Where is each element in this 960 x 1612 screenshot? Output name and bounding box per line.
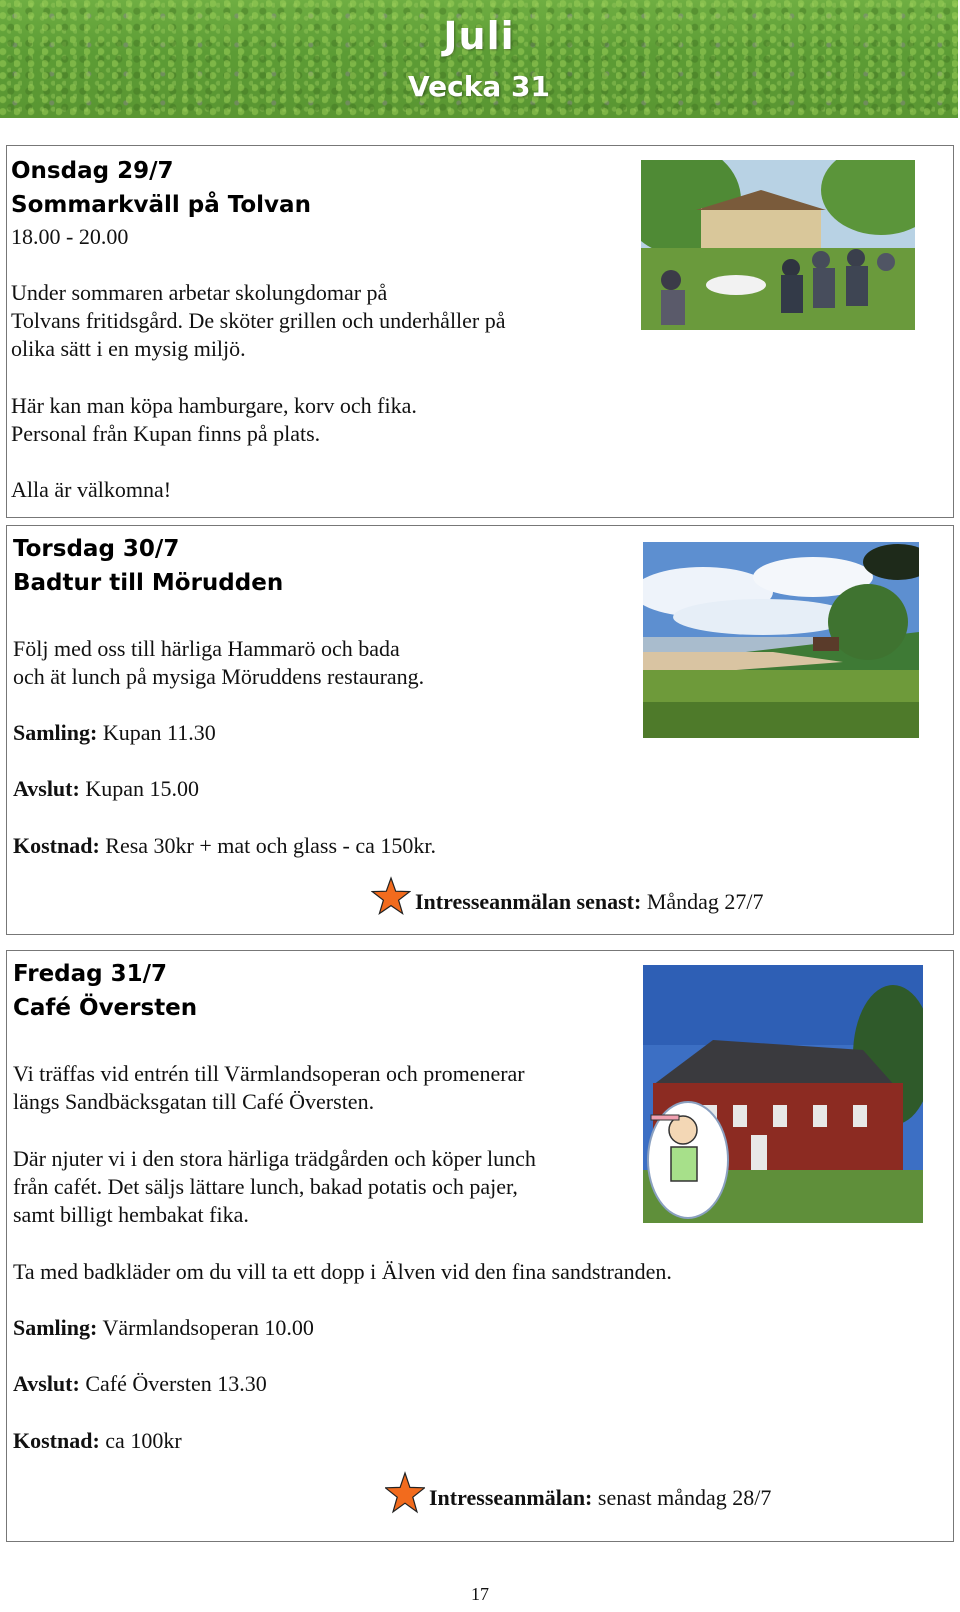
event-title: Badtur till Mörudden	[13, 570, 284, 596]
event-description-line: längs Sandbäcksgatan till Café Översten.	[13, 1089, 375, 1114]
event-description-line: Där njuter vi i den stora härliga trädgården och köper lunch	[13, 1146, 536, 1171]
end-label: Avslut:	[13, 776, 80, 801]
event-registration	[415, 887, 764, 916]
cost-value: Resa 30kr + mat och glass - ca 150kr.	[99, 833, 437, 858]
event-description-line: olika sätt i en mysig miljö.	[11, 336, 246, 361]
registration-value: Måndag 27/7	[641, 889, 764, 914]
week-title: Vecka 31	[408, 70, 550, 103]
event-description-line: Tolvans fritidsgård. De sköter grillen och underhåller på	[11, 308, 506, 333]
registration-value: senast måndag 28/7	[592, 1485, 772, 1510]
registration-label: Intresseanmälan:	[429, 1485, 593, 1510]
cost-label: Kostnad:	[13, 1428, 100, 1453]
event-cost	[13, 1426, 182, 1455]
end-value: Kupan 15.00	[79, 776, 199, 801]
event-box-friday	[6, 950, 954, 1542]
event-welcome: Alla är välkomna!	[11, 477, 172, 502]
event-title: Café Översten	[13, 995, 198, 1021]
gathering-label: Samling:	[13, 1315, 98, 1340]
event-title: Sommarkväll på Tolvan	[11, 192, 311, 218]
event-description-line: Följ med oss till härliga Hammarö och bada	[13, 636, 400, 661]
registration-label: Intresseanmälan senast:	[415, 889, 642, 914]
header-banner	[0, 0, 958, 118]
event-box-wednesday	[6, 145, 954, 518]
cost-value: ca 100kr	[99, 1428, 182, 1453]
end-value: Café Översten 13.30	[79, 1371, 267, 1396]
event-day: Fredag 31/7	[13, 961, 168, 987]
event-time: 18.00 - 20.00	[11, 224, 129, 249]
event-description-line: Ta med badkläder om du vill ta ett dopp i Älven vid den fina sandstranden.	[13, 1259, 672, 1284]
event-description-line: samt billigt hembakat fika.	[13, 1202, 249, 1227]
cafe-house-photo	[643, 965, 923, 1223]
star-icon	[385, 1471, 425, 1515]
event-cost	[13, 831, 436, 860]
garden-party-photo	[641, 160, 915, 330]
gathering-value: Kupan 11.30	[97, 720, 216, 745]
gathering-label: Samling:	[13, 720, 98, 745]
event-registration	[429, 1483, 771, 1512]
end-label: Avslut:	[13, 1371, 80, 1396]
event-gathering	[13, 1313, 314, 1342]
event-description-line: Här kan man köpa hamburgare, korv och fika.	[11, 393, 417, 418]
event-description-line: Vi träffas vid entrén till Värmlandsoperan och promenerar	[13, 1061, 525, 1086]
star-icon	[371, 876, 411, 916]
event-end	[13, 1369, 267, 1398]
cost-label: Kostnad:	[13, 833, 100, 858]
event-description-line: Personal från Kupan finns på plats.	[11, 421, 321, 446]
event-day: Onsdag 29/7	[11, 158, 174, 184]
event-end	[13, 774, 199, 803]
page-number: 17	[471, 1584, 489, 1604]
event-gathering	[13, 718, 216, 747]
event-description-line: Under sommaren arbetar skolungdomar på	[11, 280, 388, 305]
gathering-value: Värmlandsoperan 10.00	[97, 1315, 314, 1340]
month-title: Juli	[443, 14, 515, 58]
event-description-line: från cafét. Det säljs lättare lunch, bakad potatis och pajer,	[13, 1174, 518, 1199]
event-day: Torsdag 30/7	[13, 536, 180, 562]
event-description-line: och ät lunch på mysiga Möruddens restaurang.	[13, 664, 425, 689]
beach-photo	[643, 542, 919, 738]
event-box-thursday	[6, 525, 954, 935]
